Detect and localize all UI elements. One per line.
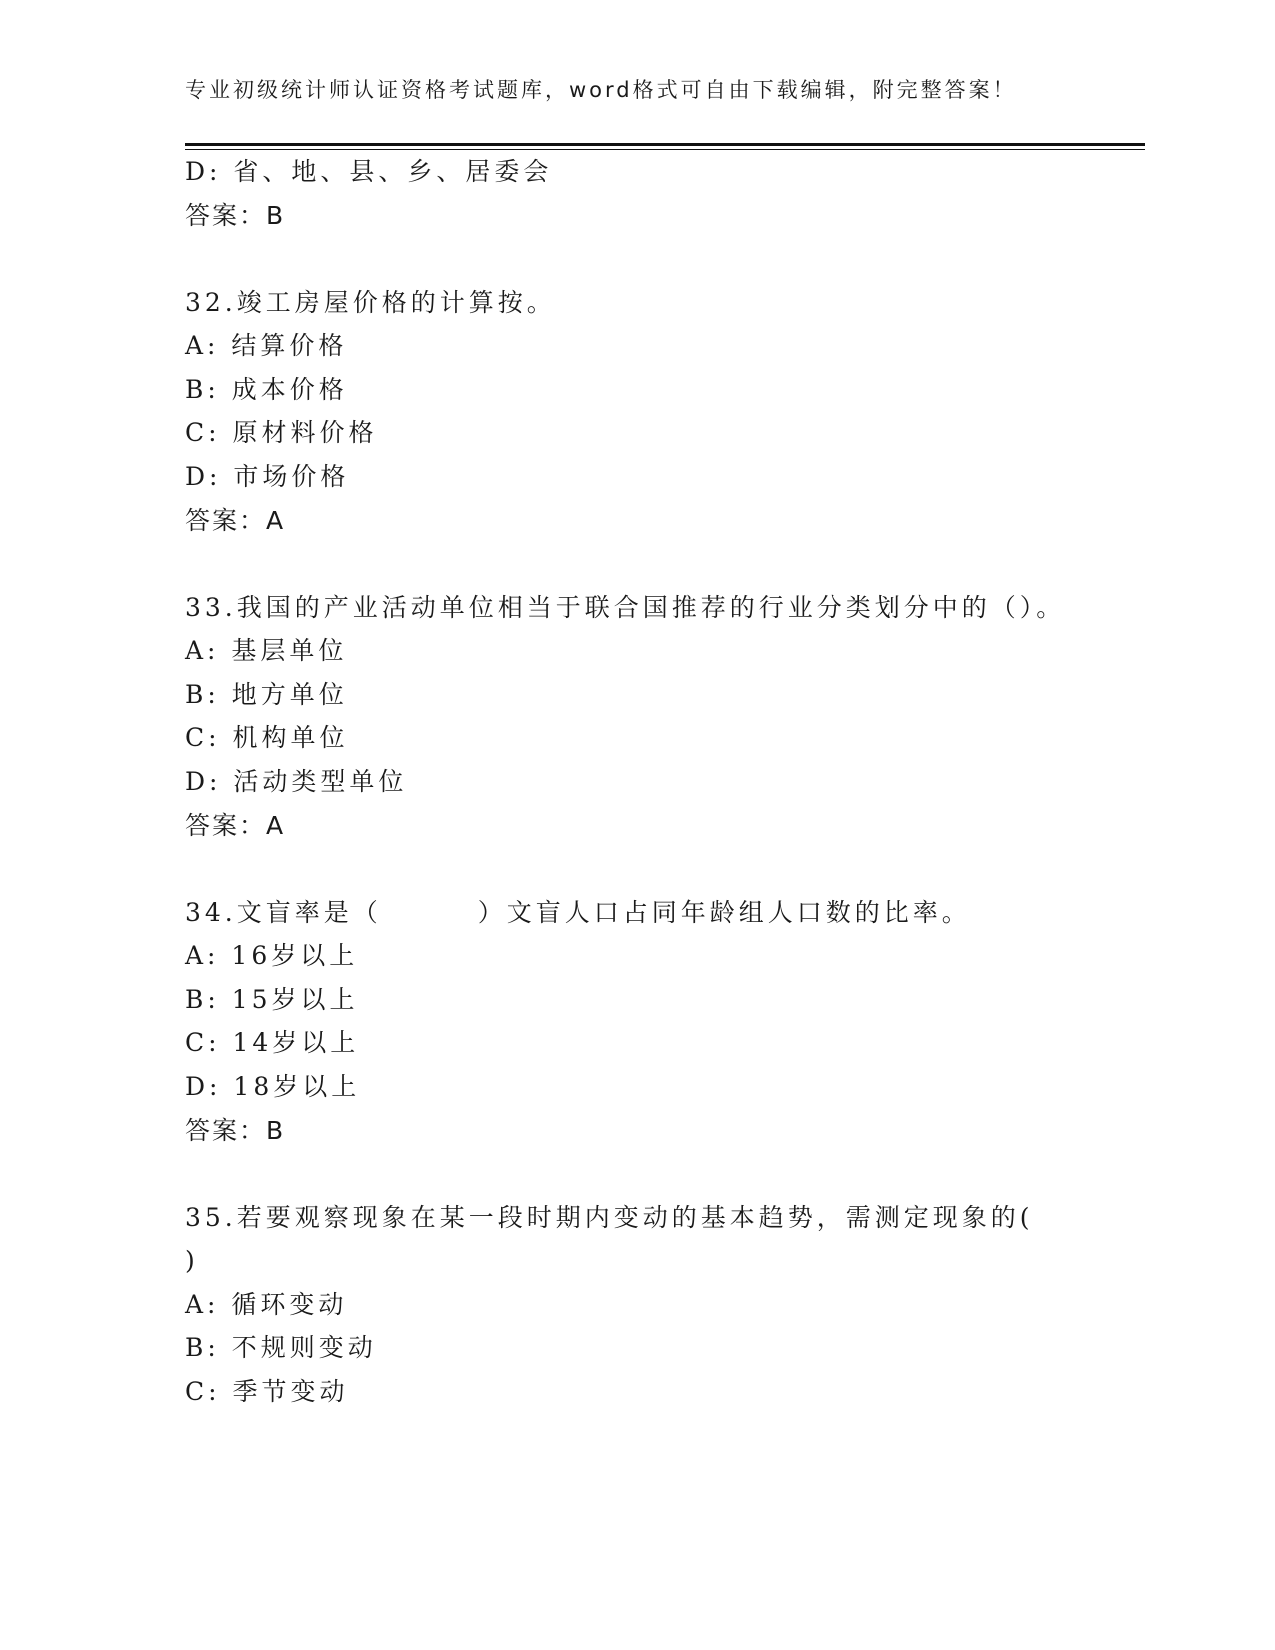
question-32: 32.竣工房屋价格的计算按。 [185,288,556,317]
option-a: A: 结算价格 [185,331,348,360]
option-b: B: 地方单位 [185,680,348,709]
option-c: C: 季节变动 [185,1377,349,1406]
option-a: A: 循环变动 [185,1290,348,1319]
answer-line: 答案：A [185,506,286,535]
option-c: C: 机构单位 [185,723,349,752]
answer-line: 答案：A [185,811,286,840]
question-35-continued: ) [185,1246,199,1275]
answer-line: 答案：B [185,201,286,230]
question-34-start: 34.文盲率是（ [185,898,382,927]
option-d: D: 活动类型单位 [185,767,408,796]
question-34 [185,898,971,928]
option-b: B: 成本价格 [185,375,348,404]
question-35: 35.若要观察现象在某一段时期内变动的基本趋势，需测定现象的( [185,1203,1034,1232]
question-33: 33.我国的产业活动单位相当于联合国推荐的行业分类划分中的（）。 [185,593,1066,622]
option-d: D: 省、地、县、乡、居委会 [185,157,553,186]
page-header: 专业初级统计师认证资格考试题库，word格式可自由下载编辑，附完整答案！ [185,78,1017,102]
option-d: D: 市场价格 [185,462,350,491]
option-a: A: 基层单位 [185,636,348,665]
header-divider-thin [185,149,1145,150]
option-b: B: 不规则变动 [185,1333,377,1362]
answer-line: 答案：B [185,1116,286,1145]
question-34-end: ）文盲人口占同年龄组人口数的比率。 [477,898,971,927]
header-divider-thick [185,143,1145,146]
option-b: B: 15岁以上 [185,985,359,1014]
option-a: A: 16岁以上 [185,941,359,970]
option-c: C: 14岁以上 [185,1028,360,1057]
option-c: C: 原材料价格 [185,418,378,447]
option-d: D: 18岁以上 [185,1072,361,1101]
